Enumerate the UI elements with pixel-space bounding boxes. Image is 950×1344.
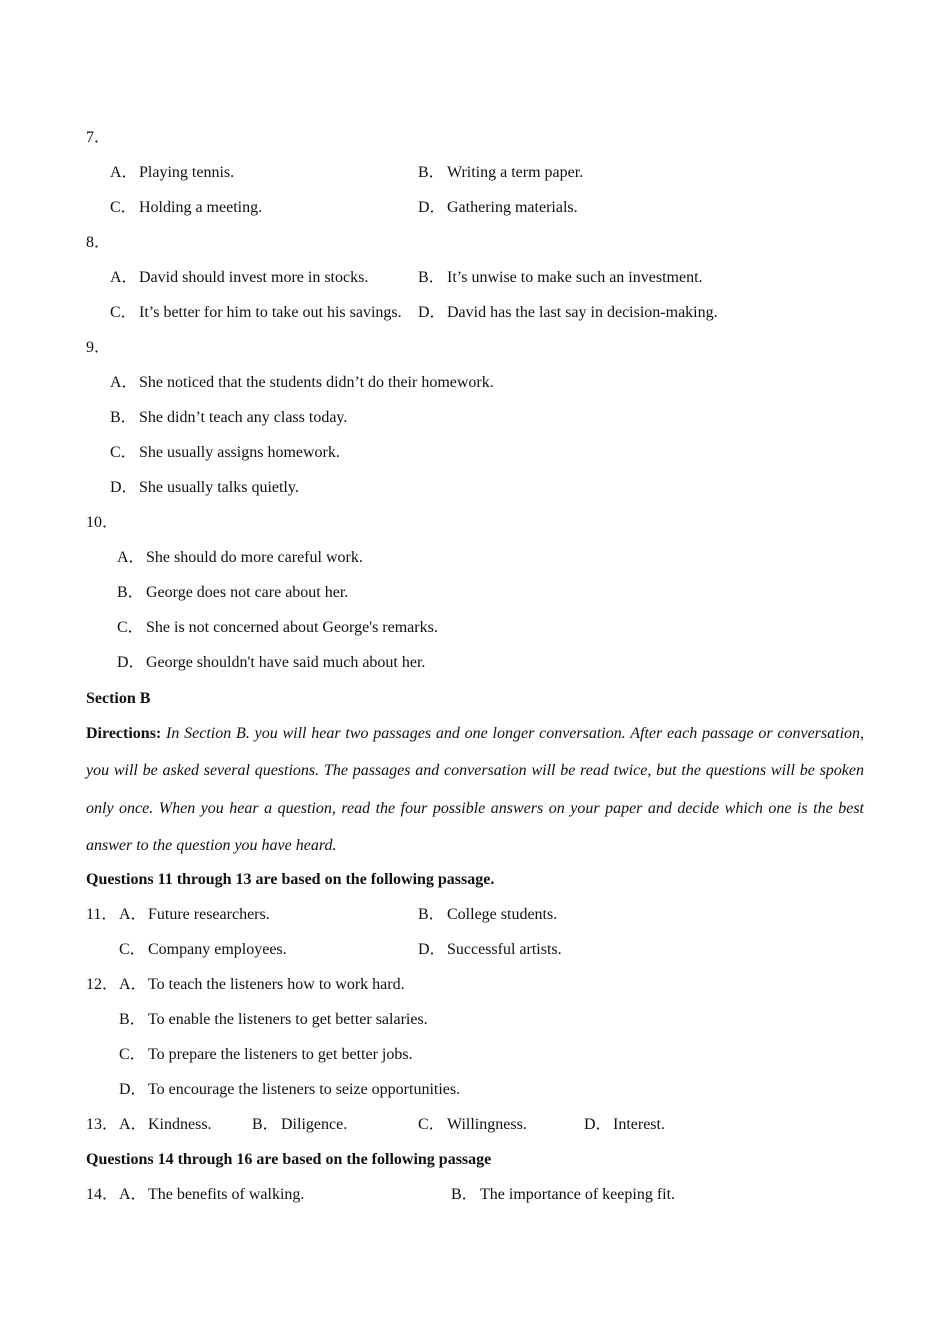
- option-text: Company employees.: [148, 941, 287, 958]
- option-text: To enable the listeners to get better salaries.: [148, 1011, 428, 1028]
- option-letter: A．: [119, 1186, 147, 1203]
- section-title: Section B: [86, 690, 151, 707]
- option-letter: B．: [418, 906, 445, 923]
- option-letter: C．: [110, 199, 137, 216]
- question-number: 8．: [86, 234, 111, 251]
- option-c: [119, 940, 287, 960]
- question-number: 11．: [86, 906, 118, 923]
- question-number: 9．: [86, 339, 111, 356]
- option-text: She usually talks quietly.: [139, 479, 299, 496]
- option-text: George shouldn't have said much about her.: [146, 654, 426, 671]
- option-letter: D．: [418, 304, 446, 321]
- option-d: [418, 940, 562, 960]
- option-text: It’s better for him to take out his savings.: [139, 304, 402, 321]
- option-letter: A．: [119, 906, 147, 923]
- option-text: She didn’t teach any class today.: [139, 409, 348, 426]
- option-a: [110, 268, 368, 288]
- option-b: [252, 1115, 347, 1135]
- question-number: 14．: [86, 1186, 119, 1203]
- option-letter: C．: [418, 1116, 445, 1133]
- option-d: [119, 1080, 460, 1100]
- option-text: The benefits of walking.: [148, 1186, 305, 1203]
- option-d: [584, 1115, 665, 1135]
- option-letter: D．: [418, 941, 446, 958]
- option-letter: D．: [110, 479, 138, 496]
- question-number: 12．: [86, 976, 119, 993]
- option-letter: C．: [119, 941, 146, 958]
- option-b: [119, 1010, 428, 1030]
- option-letter: B．: [110, 409, 137, 426]
- option-b: [110, 408, 347, 428]
- option-letter: B．: [418, 164, 445, 181]
- option-text: Kindness.: [148, 1116, 212, 1133]
- option-letter: C．: [119, 1046, 146, 1063]
- option-letter: C．: [110, 444, 137, 461]
- option-a: [119, 1115, 212, 1135]
- option-letter: A．: [110, 269, 138, 286]
- option-letter: B．: [119, 1011, 146, 1028]
- option-d: [110, 478, 299, 498]
- option-text: Playing tennis.: [139, 164, 235, 181]
- option-text: George does not care about her.: [146, 584, 349, 601]
- option-letter: D．: [117, 654, 145, 671]
- option-letter: C．: [117, 619, 144, 636]
- directions-label: Directions:: [86, 725, 162, 742]
- option-text: She is not concerned about George's remarks.: [146, 619, 438, 636]
- option-text: Successful artists.: [447, 941, 562, 958]
- option-c: [110, 198, 262, 218]
- option-d: [418, 303, 718, 323]
- option-text: Interest.: [613, 1116, 665, 1133]
- option-letter: B．: [418, 269, 445, 286]
- option-text: Future researchers.: [148, 906, 270, 923]
- option-text: Writing a term paper.: [447, 164, 584, 181]
- option-text: David has the last say in decision-making.: [447, 304, 718, 321]
- option-letter: D．: [119, 1081, 147, 1098]
- option-text: She should do more careful work.: [146, 549, 363, 566]
- option-d: [418, 198, 578, 218]
- directions: [86, 715, 864, 864]
- question-number: 13．: [86, 1116, 119, 1133]
- option-text: Willingness.: [447, 1116, 527, 1133]
- option-letter: D．: [584, 1116, 612, 1133]
- option-c: [110, 443, 340, 463]
- option-letter: A．: [110, 374, 138, 391]
- option-letter: D．: [418, 199, 446, 216]
- option-text: It’s unwise to make such an investment.: [447, 269, 703, 286]
- option-b: [451, 1185, 675, 1205]
- question-number: 7．: [86, 129, 111, 146]
- option-text: Diligence.: [281, 1116, 348, 1133]
- option-letter: B．: [252, 1116, 279, 1133]
- option-text: She noticed that the students didn’t do their homework.: [139, 374, 494, 391]
- option-text: To encourage the listeners to seize opportunities.: [148, 1081, 461, 1098]
- option-d: [117, 653, 425, 673]
- passage-heading: Questions 14 through 16 are based on the following passage: [86, 1151, 492, 1168]
- option-letter: B．: [451, 1186, 478, 1203]
- option-text: College students.: [447, 906, 558, 923]
- passage-heading: Questions 11 through 13 are based on the following passage.: [86, 871, 495, 888]
- option-text: Gathering materials.: [447, 199, 578, 216]
- option-b: [117, 583, 348, 603]
- option-text: The importance of keeping fit.: [480, 1186, 676, 1203]
- option-c: [117, 618, 438, 638]
- option-letter: C．: [110, 304, 137, 321]
- option-a: [110, 163, 234, 183]
- option-a: [119, 905, 270, 925]
- option-b: [418, 905, 557, 925]
- option-c: [119, 1045, 413, 1065]
- option-text: To prepare the listeners to get better jobs.: [148, 1046, 413, 1063]
- directions-text: In Section B. you will hear two passages and one longer conversation. After each passage or conversation, you will be asked several questions. The passages and conversation will be read twice, but the questions will be spoken only once. When you hear a question, read the four possible answers on your paper and decide which one is the best answer to the question you have heard.: [86, 725, 865, 854]
- option-c: [418, 1115, 527, 1135]
- option-text: She usually assigns homework.: [139, 444, 340, 461]
- option-a: [119, 975, 405, 995]
- option-c: [110, 303, 402, 323]
- option-text: To teach the listeners how to work hard.: [148, 976, 405, 993]
- option-a: [110, 373, 494, 393]
- option-letter: A．: [119, 1116, 147, 1133]
- option-b: [418, 268, 703, 288]
- option-letter: A．: [119, 976, 147, 993]
- option-a: [119, 1185, 304, 1205]
- option-letter: A．: [110, 164, 138, 181]
- option-text: David should invest more in stocks.: [139, 269, 369, 286]
- option-b: [418, 163, 583, 183]
- option-text: Holding a meeting.: [139, 199, 263, 216]
- option-letter: A．: [117, 549, 145, 566]
- option-letter: B．: [117, 584, 144, 601]
- option-a: [117, 548, 363, 568]
- question-number: 10．: [86, 514, 119, 531]
